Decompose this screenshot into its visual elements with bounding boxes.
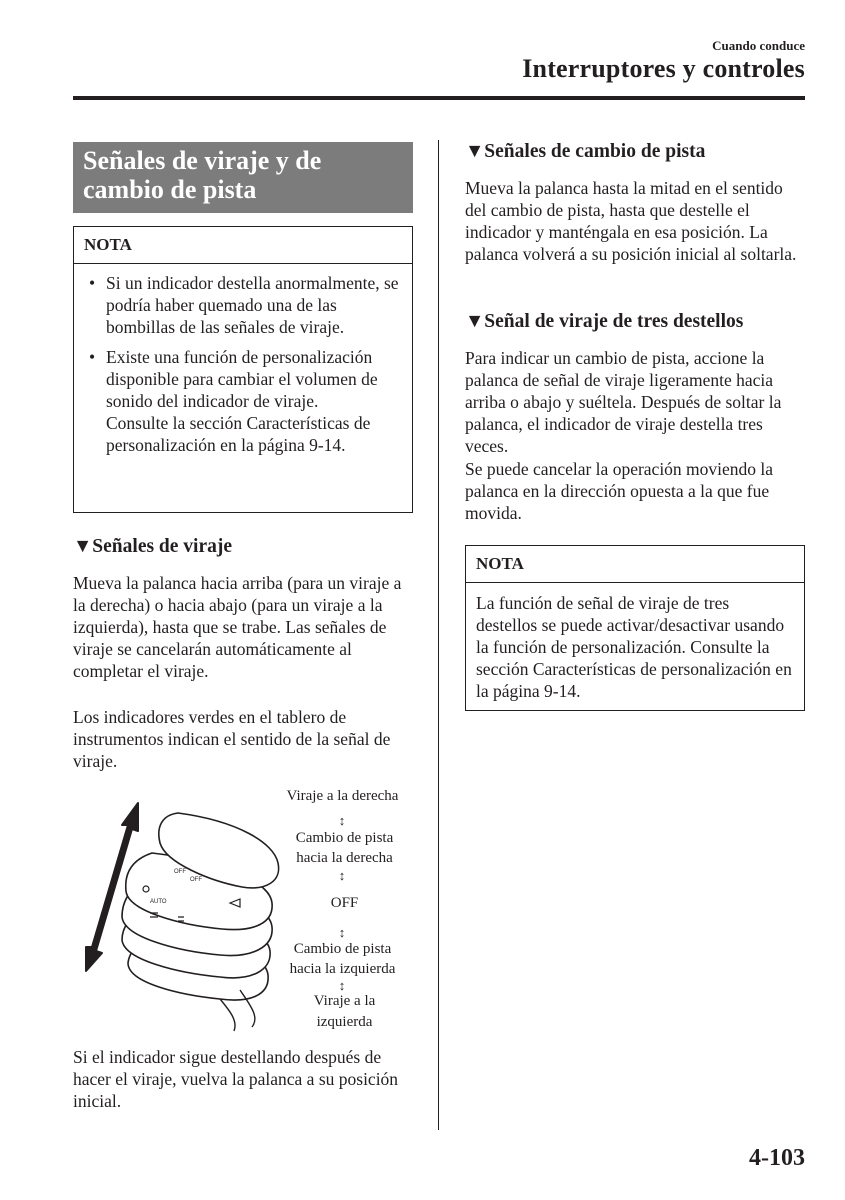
note-box-2: [465, 545, 805, 711]
note-item: [84, 346, 402, 456]
note-body: [466, 583, 804, 708]
three-flash-heading: ▼Señal de viraje de tres destellos: [465, 311, 744, 332]
indicators-paragraph: Los indicadores verdes en el tablero de instrumentos indican el sentido de la señal de viraje.: [73, 707, 391, 771]
note-list: [84, 272, 402, 456]
updown-arrow-icon-1: ↕: [338, 813, 346, 828]
note-box-1: [73, 226, 413, 513]
updown-arrow-icon-4: ↕: [338, 978, 346, 993]
note-item: [84, 272, 402, 338]
bullet-icon: •: [89, 347, 96, 367]
turn-signal-lever-diagram: [70, 785, 415, 1035]
note-item-reference: Consulte la sección Características de personalización en la página 9-14.: [106, 413, 371, 455]
label-lane-right-line1: Cambio de pista: [295, 830, 394, 846]
updown-arrow-icon-2: ↕: [338, 868, 346, 883]
label-left-turn-line2: izquierda: [316, 1014, 373, 1030]
note-heading: NOTA: [74, 227, 412, 264]
section-title: Señales de viraje y de cambio de pista: [73, 142, 413, 213]
header-section: Cuando conduce: [712, 38, 805, 53]
lane-change-heading: ▼Señales de cambio de pista: [465, 141, 706, 162]
label-lane-left-line2: hacia la izquierda: [289, 961, 396, 977]
page-title: Interruptores y controles: [522, 54, 805, 83]
column-divider: [438, 140, 439, 1130]
note-heading: NOTA: [466, 546, 804, 583]
note-item-text: Si un indicador destella anormalmente, se podría haber quemado una de las bombillas de las señales de viraje.: [106, 273, 399, 337]
note-item-text: Existe una función de personalización disponible para cambiar el volumen de sonido del indicador de viraje.: [106, 347, 378, 411]
bullet-icon: •: [89, 273, 96, 293]
three-flash-paragraph-2: Se puede cancelar la operación moviendo la palanca en la dirección opuesta a la que fue movida.: [465, 459, 774, 523]
stalk-off-label-b: OFF: [190, 877, 202, 883]
stalk-auto-label: AUTO: [150, 899, 167, 905]
lever-illustration: [70, 785, 280, 1035]
turn-signals-paragraph: Mueva la palanca hacia arriba (para un viraje a la derecha) o hacia abajo (para un viraje a la izquierda), hasta que se trabe. Las señales de viraje se cancelarán automáticamente al completar el viraje.: [73, 573, 402, 681]
three-flash-paragraph-1: Para indicar un cambio de pista, accione la palanca de señal de viraje ligeramente hacia arriba o abajo y suéltela. Después de soltar la palanca, el indicador de viraje destella tres veces.: [465, 348, 782, 456]
header-rule: [73, 96, 805, 100]
updown-arrow-icon-3: ↕: [338, 925, 346, 940]
turn-signals-heading: ▼Señales de viraje: [73, 536, 233, 557]
label-left-turn-line1: Viraje a la: [313, 993, 376, 1009]
label-lane-left-line1: Cambio de pista: [293, 941, 392, 957]
page-number: 4-103: [749, 1145, 805, 1171]
note-body: [74, 264, 412, 470]
stalk-off-label-a: OFF: [174, 869, 186, 875]
lane-change-paragraph: Mueva la palanca hasta la mitad en el sentido del cambio de pista, hasta que destelle el indicador y manténgala en esa posición. La palanca volverá a su posición inicial al soltarla.: [465, 178, 797, 264]
return-lever-paragraph: Si el indicador sigue destellando después de hacer el viraje, vuelva la palanca a su posición inicial.: [73, 1047, 399, 1111]
label-lane-right-line2: hacia la derecha: [296, 850, 393, 866]
note-text: La función de señal de viraje de tres destellos se puede activar/desactivar usando la función de personalización. Consulte la sección Características de personalización en la página 9-14.: [476, 593, 792, 701]
label-right-turn: Viraje a la derecha: [286, 788, 399, 804]
label-off: OFF: [330, 895, 359, 911]
